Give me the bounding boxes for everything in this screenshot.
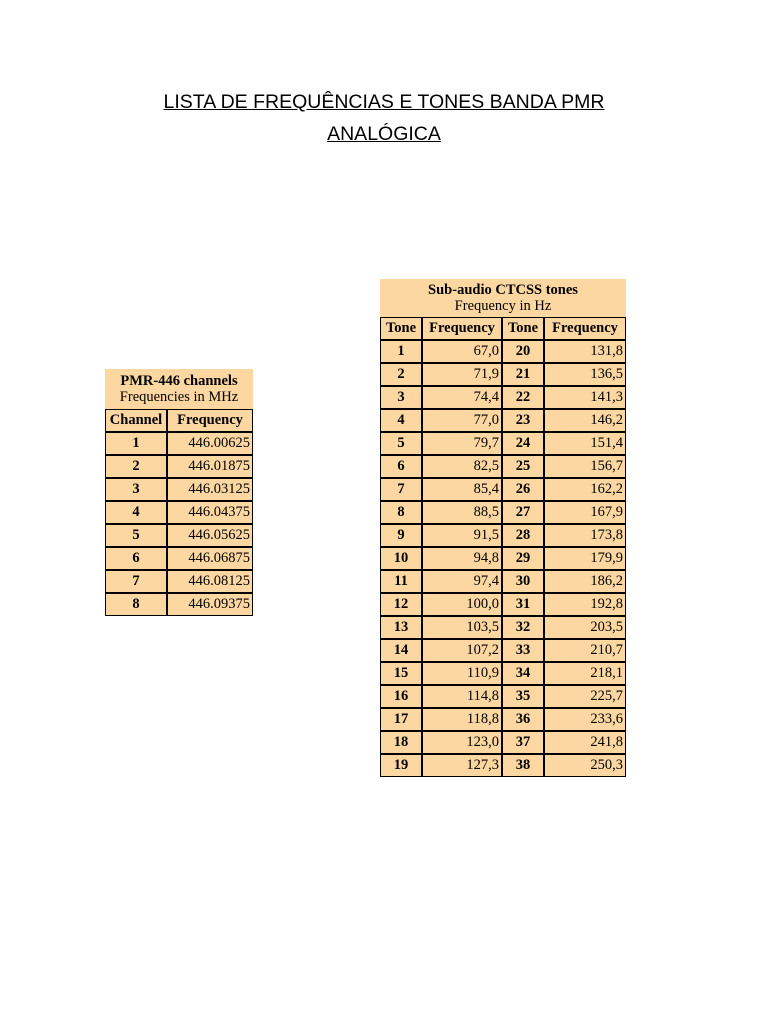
table-row xyxy=(105,593,253,616)
index-cell: 31 xyxy=(502,593,544,616)
table-row xyxy=(105,455,253,478)
table-row xyxy=(105,478,253,501)
index-cell: 3 xyxy=(380,386,422,409)
index-cell: 33 xyxy=(502,639,544,662)
table-row xyxy=(380,455,626,478)
frequency-cell: 79,7 xyxy=(422,432,502,455)
page-title-line-2: ANALÓGICA xyxy=(327,123,441,145)
page-title-line-1: LISTA DE FREQUÊNCIAS E TONES BANDA PMR xyxy=(163,91,605,113)
index-cell: 37 xyxy=(502,731,544,754)
index-cell: 29 xyxy=(502,547,544,570)
index-cell: 30 xyxy=(502,570,544,593)
frequency-cell: 77,0 xyxy=(422,409,502,432)
column-header-tone: Tone xyxy=(502,317,544,340)
index-cell: 36 xyxy=(502,708,544,731)
frequency-cell: 167,9 xyxy=(544,501,626,524)
table-row xyxy=(380,363,626,386)
table-caption xyxy=(105,369,253,409)
frequency-cell: 192,8 xyxy=(544,593,626,616)
frequency-cell: 85,4 xyxy=(422,478,502,501)
index-cell: 3 xyxy=(105,478,167,501)
frequency-cell: 103,5 xyxy=(422,616,502,639)
index-cell: 11 xyxy=(380,570,422,593)
frequency-cell: 146,2 xyxy=(544,409,626,432)
table-row xyxy=(380,432,626,455)
index-cell: 10 xyxy=(380,547,422,570)
index-cell: 35 xyxy=(502,685,544,708)
index-cell: 26 xyxy=(502,478,544,501)
table-row xyxy=(380,662,626,685)
frequency-cell: 118,8 xyxy=(422,708,502,731)
frequency-cell: 446.08125 xyxy=(167,570,253,593)
index-cell: 6 xyxy=(380,455,422,478)
frequency-cell: 446.09375 xyxy=(167,593,253,616)
index-cell: 17 xyxy=(380,708,422,731)
frequency-cell: 446.00625 xyxy=(167,432,253,455)
table-header-row xyxy=(380,317,626,340)
page-title xyxy=(0,86,768,150)
table-row xyxy=(105,501,253,524)
table-caption-subtitle: Frequencies in MHz xyxy=(119,389,239,405)
table-row xyxy=(380,547,626,570)
frequency-cell: 446.06875 xyxy=(167,547,253,570)
frequency-cell: 100,0 xyxy=(422,593,502,616)
index-cell: 2 xyxy=(380,363,422,386)
frequency-cell: 162,2 xyxy=(544,478,626,501)
frequency-cell: 127,3 xyxy=(422,754,502,777)
table-caption-subtitle: Frequency in Hz xyxy=(454,298,552,314)
frequency-cell: 110,9 xyxy=(422,662,502,685)
index-cell: 38 xyxy=(502,754,544,777)
index-cell: 5 xyxy=(105,524,167,547)
table-row xyxy=(380,570,626,593)
table-row xyxy=(380,409,626,432)
index-cell: 34 xyxy=(502,662,544,685)
index-cell: 4 xyxy=(380,409,422,432)
table-row xyxy=(380,639,626,662)
table-row xyxy=(380,524,626,547)
table-row xyxy=(380,616,626,639)
table-row xyxy=(380,501,626,524)
table-caption-row xyxy=(105,369,253,409)
ctcss-tones-table xyxy=(380,279,626,777)
index-cell: 12 xyxy=(380,593,422,616)
table-row xyxy=(105,432,253,455)
index-cell: 25 xyxy=(502,455,544,478)
frequency-cell: 179,9 xyxy=(544,547,626,570)
index-cell: 1 xyxy=(380,340,422,363)
index-cell: 27 xyxy=(502,501,544,524)
table-row xyxy=(380,478,626,501)
column-header-frequency: Frequency xyxy=(544,317,626,340)
frequency-cell: 241,8 xyxy=(544,731,626,754)
table-caption xyxy=(380,279,626,317)
index-cell: 1 xyxy=(105,432,167,455)
frequency-cell: 233,6 xyxy=(544,708,626,731)
table-row xyxy=(380,754,626,777)
index-cell: 9 xyxy=(380,524,422,547)
index-cell: 4 xyxy=(105,501,167,524)
column-header-frequency: Frequency xyxy=(422,317,502,340)
frequency-cell: 203,5 xyxy=(544,616,626,639)
frequency-cell: 82,5 xyxy=(422,455,502,478)
frequency-cell: 136,5 xyxy=(544,363,626,386)
frequency-cell: 94,8 xyxy=(422,547,502,570)
index-cell: 14 xyxy=(380,639,422,662)
frequency-cell: 186,2 xyxy=(544,570,626,593)
index-cell: 23 xyxy=(502,409,544,432)
index-cell: 16 xyxy=(380,685,422,708)
index-cell: 6 xyxy=(105,547,167,570)
pmr-channels-table xyxy=(105,369,253,616)
table-row xyxy=(380,708,626,731)
index-cell: 28 xyxy=(502,524,544,547)
table-row xyxy=(380,340,626,363)
frequency-cell: 210,7 xyxy=(544,639,626,662)
index-cell: 24 xyxy=(502,432,544,455)
frequency-cell: 156,7 xyxy=(544,455,626,478)
table-row xyxy=(105,547,253,570)
index-cell: 8 xyxy=(105,593,167,616)
frequency-cell: 97,4 xyxy=(422,570,502,593)
index-cell: 19 xyxy=(380,754,422,777)
frequency-cell: 446.05625 xyxy=(167,524,253,547)
index-cell: 32 xyxy=(502,616,544,639)
frequency-cell: 107,2 xyxy=(422,639,502,662)
frequency-cell: 74,4 xyxy=(422,386,502,409)
frequency-cell: 446.03125 xyxy=(167,478,253,501)
table-row xyxy=(380,685,626,708)
frequency-cell: 123,0 xyxy=(422,731,502,754)
index-cell: 18 xyxy=(380,731,422,754)
column-header-tone: Tone xyxy=(380,317,422,340)
index-cell: 8 xyxy=(380,501,422,524)
frequency-cell: 91,5 xyxy=(422,524,502,547)
column-header-channel: Channel xyxy=(105,409,167,432)
table-caption-title: PMR-446 channels xyxy=(120,373,238,389)
table-row xyxy=(380,593,626,616)
index-cell: 22 xyxy=(502,386,544,409)
table-row xyxy=(105,570,253,593)
frequency-cell: 141,3 xyxy=(544,386,626,409)
index-cell: 21 xyxy=(502,363,544,386)
table-header-row xyxy=(105,409,253,432)
table-caption-title: Sub-audio CTCSS tones xyxy=(428,282,578,298)
index-cell: 7 xyxy=(105,570,167,593)
frequency-cell: 71,9 xyxy=(422,363,502,386)
frequency-cell: 131,8 xyxy=(544,340,626,363)
frequency-cell: 114,8 xyxy=(422,685,502,708)
frequency-cell: 446.01875 xyxy=(167,455,253,478)
table-row xyxy=(380,386,626,409)
frequency-cell: 225,7 xyxy=(544,685,626,708)
table-row xyxy=(105,524,253,547)
frequency-cell: 218,1 xyxy=(544,662,626,685)
index-cell: 15 xyxy=(380,662,422,685)
frequency-cell: 446.04375 xyxy=(167,501,253,524)
index-cell: 7 xyxy=(380,478,422,501)
index-cell: 20 xyxy=(502,340,544,363)
index-cell: 2 xyxy=(105,455,167,478)
index-cell: 13 xyxy=(380,616,422,639)
frequency-cell: 88,5 xyxy=(422,501,502,524)
frequency-cell: 67,0 xyxy=(422,340,502,363)
frequency-cell: 151,4 xyxy=(544,432,626,455)
table-row xyxy=(380,731,626,754)
frequency-cell: 250,3 xyxy=(544,754,626,777)
index-cell: 5 xyxy=(380,432,422,455)
table-caption-row xyxy=(380,279,626,317)
column-header-frequency: Frequency xyxy=(167,409,253,432)
frequency-cell: 173,8 xyxy=(544,524,626,547)
